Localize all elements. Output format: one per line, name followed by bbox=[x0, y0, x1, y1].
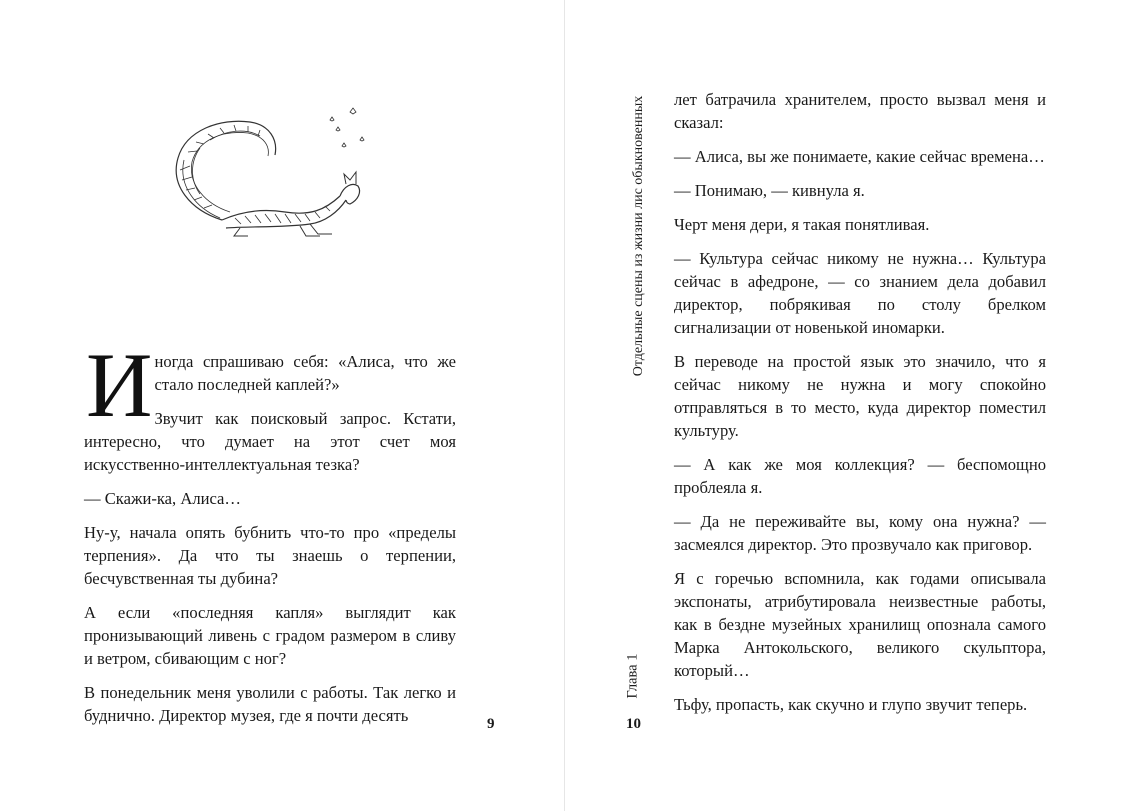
chapter-label: Глава 1 bbox=[624, 653, 641, 699]
paragraph: Черт меня дери, я такая понятливая. bbox=[674, 215, 930, 234]
paragraph: Тьфу, пропасть, как скучно и глупо звучит теперь. bbox=[674, 695, 1028, 714]
paragraph bbox=[84, 306, 456, 436]
paragraph: — А как же моя коллекция? — беспомощно проблеяла я. bbox=[674, 455, 1046, 497]
paragraph: — Культура сейчас никому не нужна… Культура сейчас в афедроне, — со знанием дела добавил директор, побрякивая по столу брелком сигнализации от новенькой иномарки. bbox=[674, 249, 1046, 337]
paragraph: Я с горечью вспомнила, как годами описывала экспонаты, атрибутировала неизвестные работы, как в бездне музейных хранилищ опознала самого Марка Антокольского, великого скульптора, который… bbox=[674, 569, 1046, 680]
fox-illustration bbox=[160, 100, 370, 245]
paragraph: А если «последняя капля» выглядит как пронизывающий ливень с градом размером в сливу и ветром, сбивающим с ног? bbox=[84, 603, 456, 668]
left-page bbox=[0, 0, 564, 811]
right-page-text bbox=[674, 88, 1046, 727]
paragraph: — Скажи-ка, Алиса… bbox=[84, 489, 242, 508]
paragraph-text: ногда спрашиваю себя: «Алиса, что же стало последней каплей?» bbox=[154, 352, 456, 394]
page-number-left: 9 bbox=[487, 716, 495, 732]
paragraph: Звучит как поисковый запрос. Кстати, интересно, что думает на этот счет моя искусственно-интеллектуальная тезка? bbox=[84, 409, 456, 474]
paragraph: лет батрачила хранителем, просто вызвал меня и сказал: bbox=[674, 90, 1046, 132]
drop-cap: И bbox=[86, 334, 153, 436]
paragraph: Ну-у, начала опять бубнить что-то про «пределы терпения». Да что ты знаешь о терпении, бесчувственная ты дубина? bbox=[84, 523, 456, 588]
paragraph: — Да не переживайте вы, кому она нужна? — засмеялся директор. Это прозвучало как приговор. bbox=[674, 512, 1046, 554]
paragraph: — Алиса, вы же понимаете, какие сейчас времена… bbox=[674, 147, 1045, 166]
paragraph: В переводе на простой язык это значило, что я сейчас никому не нужна и могу спокойно отправляться в то место, куда директор поместил культуру. bbox=[674, 352, 1046, 440]
running-head: Отдельные сцены из жизни лис обыкновенных bbox=[631, 95, 646, 377]
left-page-text bbox=[84, 306, 456, 738]
paragraph: — Понимаю, — кивнула я. bbox=[674, 181, 865, 200]
paragraph: В понедельник меня уволили с работы. Так легко и буднично. Директор музея, где я почти десять bbox=[84, 683, 456, 725]
page-number-right: 10 bbox=[626, 716, 641, 732]
